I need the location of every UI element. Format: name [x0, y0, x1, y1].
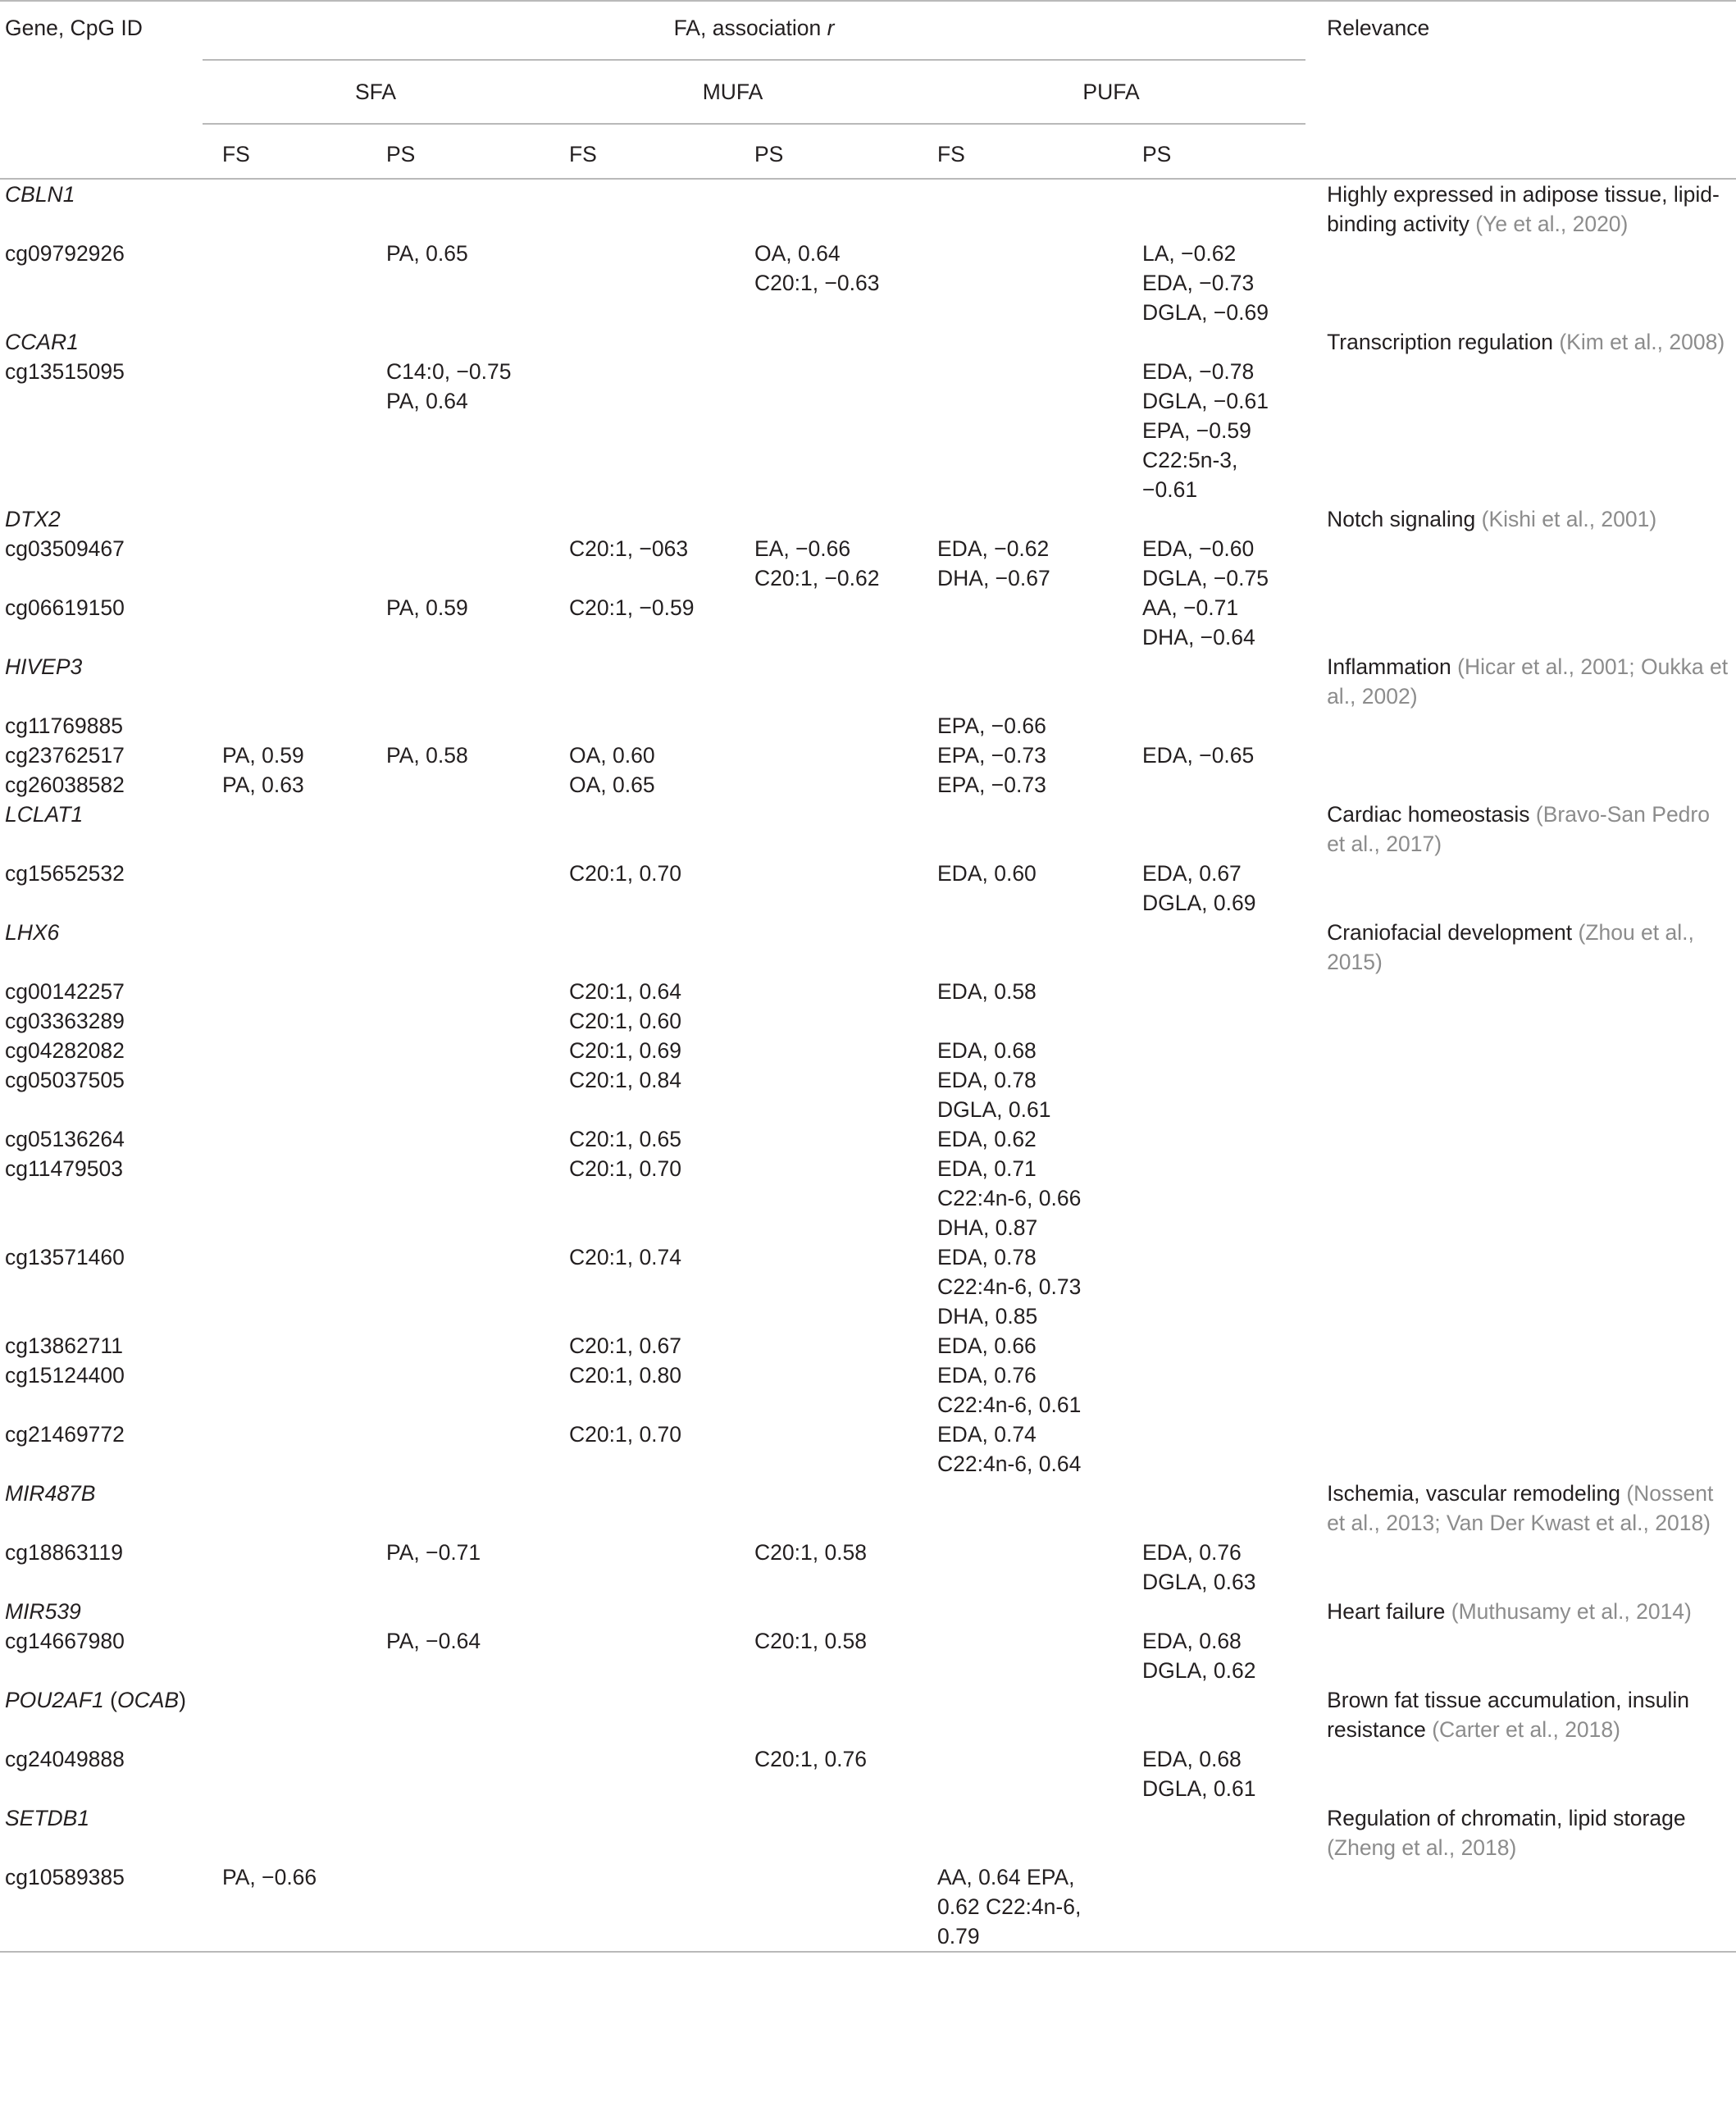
fa-value-mufa-ps: EA, −0.66 C20:1, −0.62	[754, 536, 880, 590]
relevance-cell	[1305, 918, 1736, 977]
citation-link[interactable]: (Nossent et al., 2013; Van Der Kwast et al., 2018)	[1327, 1481, 1714, 1535]
empty-cell	[1305, 357, 1736, 504]
header-fa-association-r: r	[827, 16, 835, 40]
fa-value-sfa-ps	[365, 1154, 549, 1242]
fa-value-pufa-ps: EDA, −0.78 DGLA, −0.61 EPA, −0.59 C22:5n-3, −0.61	[1142, 359, 1269, 502]
gene-row	[0, 652, 1736, 711]
empty-cell	[1305, 1862, 1736, 1952]
fa-value-mufa-ps	[733, 1006, 917, 1036]
fa-value-pufa-ps	[1121, 1862, 1305, 1952]
gene-name: CCAR1	[5, 330, 79, 354]
gene-row	[0, 1803, 1736, 1862]
relevance-text: Craniofacial development	[1327, 920, 1579, 945]
fa-value-mufa-ps	[733, 1420, 917, 1479]
fa-value-mufa-ps	[733, 1154, 917, 1242]
fa-value-pufa-ps	[1121, 1420, 1305, 1479]
gene-row	[0, 1479, 1736, 1538]
header-pufa-fs: FS	[917, 124, 1121, 179]
relevance-cell	[1305, 179, 1736, 239]
gene-row	[0, 504, 1736, 534]
gene-name: SETDB1	[5, 1806, 90, 1830]
gene-name: LCLAT1	[5, 802, 84, 827]
cpg-id-cell: cg11479503	[5, 1156, 123, 1181]
gene-name-cell	[0, 504, 203, 534]
header-relevance: Relevance	[1305, 1, 1736, 179]
cpg-id-cell: cg13515095	[5, 359, 125, 384]
fa-value-sfa-ps	[365, 859, 549, 918]
fa-value-mufa-ps	[733, 1862, 917, 1952]
header-sfa-fs: FS	[203, 124, 365, 179]
fa-value-sfa-fs	[203, 1538, 365, 1597]
fa-value-mufa-ps	[733, 1361, 917, 1420]
fa-value-sfa-fs: PA, 0.63	[222, 773, 304, 797]
fa-value-pufa-ps	[1121, 770, 1305, 800]
fa-value-mufa-fs: OA, 0.60	[569, 743, 655, 768]
fa-value-sfa-ps	[365, 1361, 549, 1420]
fa-value-pufa-ps: AA, −0.71 DHA, −0.64	[1142, 595, 1255, 650]
relevance-cell	[1305, 504, 1736, 534]
fa-value-sfa-ps	[365, 1065, 549, 1124]
fa-value-pufa-fs: AA, 0.64 EPA, 0.62 C22:4n-6, 0.79	[917, 1862, 1121, 1952]
relevance-cell	[1305, 1803, 1736, 1862]
relevance-text: Inflammation	[1327, 654, 1458, 679]
fa-value-mufa-ps: C20:1, 0.58	[754, 1629, 868, 1653]
empty-cell	[1305, 1626, 1736, 1685]
fa-value-mufa-fs: C20:1, 0.70	[569, 1156, 682, 1181]
fa-value-mufa-fs: C20:1, 0.70	[569, 861, 682, 886]
fa-value-mufa-fs: C20:1, −063	[569, 536, 689, 561]
relevance-cell	[1305, 327, 1736, 357]
table-row	[0, 1626, 1736, 1685]
cpg-id-cell: cg13862711	[5, 1333, 123, 1358]
citation-link[interactable]: (Hicar et al., 2001; Oukka et al., 2002)	[1327, 654, 1729, 709]
fa-value-pufa-ps: EDA, −0.60 DGLA, −0.75	[1142, 536, 1269, 590]
gene-name-cell	[0, 1597, 203, 1626]
empty-cell	[365, 1685, 1305, 1744]
empty-cell	[203, 1803, 1305, 1862]
fa-value-sfa-fs	[203, 1361, 365, 1420]
fa-value-sfa-ps: C14:0, −0.75 PA, 0.64	[386, 359, 512, 413]
empty-cell	[1305, 711, 1736, 741]
header-gene-cpg-id: Gene, CpG ID	[0, 1, 203, 179]
cpg-id-cell: cg06619150	[5, 595, 125, 620]
gene-name-cell	[0, 179, 203, 239]
fa-value-pufa-fs	[917, 239, 1121, 327]
header-pufa-ps: PS	[1121, 124, 1305, 179]
gene-name-cell	[0, 1479, 203, 1538]
fa-value-mufa-fs	[549, 711, 733, 741]
fa-value-mufa-fs: C20:1, 0.70	[569, 1422, 682, 1447]
fa-value-pufa-fs: EDA, 0.78 DGLA, 0.61	[937, 1068, 1051, 1122]
cpg-id-cell: cg13571460	[5, 1245, 125, 1269]
header-mufa-ps: PS	[733, 124, 917, 179]
cpg-id-cell: cg03509467	[5, 536, 125, 561]
fa-value-sfa-fs	[203, 1065, 365, 1124]
table-row	[0, 977, 1736, 1006]
gene-row	[0, 918, 1736, 977]
fa-value-pufa-fs: EDA, 0.76 C22:4n-6, 0.61	[937, 1363, 1082, 1417]
fa-value-pufa-ps	[1121, 1006, 1305, 1036]
cpg-id-cell: cg10589385	[0, 1862, 203, 1952]
fa-value-pufa-fs: EDA, 0.62	[937, 1127, 1037, 1151]
fa-value-sfa-fs	[203, 1626, 365, 1685]
fa-value-mufa-fs: C20:1, 0.60	[569, 1009, 682, 1033]
empty-cell	[1305, 1331, 1736, 1361]
fa-value-pufa-fs	[917, 593, 1121, 652]
fa-value-sfa-ps	[365, 1331, 549, 1361]
table-row	[0, 1242, 1736, 1331]
citation-link[interactable]: (Carter et al., 2018)	[1432, 1717, 1620, 1742]
fa-value-pufa-fs: EDA, 0.71 C22:4n-6, 0.66 DHA, 0.87	[937, 1156, 1082, 1240]
table-row	[0, 593, 1736, 652]
relevance-text: Heart failure	[1327, 1599, 1451, 1624]
fa-value-sfa-fs	[203, 711, 365, 741]
cpg-id-cell: cg24049888	[5, 1747, 125, 1771]
gene-name-cell	[0, 327, 203, 357]
relevance-cell	[1305, 652, 1736, 711]
fa-value-sfa-ps: PA, −0.64	[386, 1629, 481, 1653]
fa-value-pufa-ps: EDA, 0.68 DGLA, 0.61	[1142, 1747, 1256, 1801]
table-body	[0, 179, 1736, 1952]
fa-value-sfa-ps	[365, 1124, 549, 1154]
fa-value-sfa-ps	[365, 770, 549, 800]
cpg-id-cell: cg04282082	[5, 1038, 125, 1063]
empty-cell	[1305, 1036, 1736, 1065]
gene-alias-open: (	[103, 1688, 117, 1712]
fa-value-mufa-ps	[733, 593, 917, 652]
cpg-id-cell: cg18863119	[5, 1540, 123, 1565]
fa-value-pufa-ps: EDA, −0.65	[1142, 743, 1255, 768]
gene-name: DTX2	[5, 507, 61, 531]
fa-value-pufa-ps	[1121, 1154, 1305, 1242]
fa-value-mufa-ps	[733, 1036, 917, 1065]
relevance-text: Cardiac homeostasis	[1327, 802, 1536, 827]
fa-value-mufa-fs: OA, 0.65	[569, 773, 655, 797]
fa-value-pufa-fs	[917, 357, 1121, 504]
fa-value-pufa-fs: EDA, −0.62 DHA, −0.67	[937, 536, 1050, 590]
fa-value-mufa-fs: C20:1, 0.67	[569, 1333, 682, 1358]
empty-cell	[203, 327, 1305, 357]
cpg-id-cell: cg00142257	[5, 979, 125, 1004]
fa-value-pufa-fs: EPA, −0.73	[937, 743, 1046, 768]
fa-value-sfa-ps: PA, 0.65	[386, 241, 468, 266]
table-row	[0, 741, 1736, 770]
table-row	[0, 1124, 1736, 1154]
fa-value-mufa-fs	[549, 239, 733, 327]
cpg-id-cell: cg15124400	[5, 1363, 125, 1388]
header-sfa: SFA	[203, 60, 549, 124]
fa-value-pufa-ps	[1121, 1065, 1305, 1124]
relevance-text: Regulation of chromatin, lipid storage	[1327, 1806, 1692, 1830]
fa-value-pufa-ps	[1121, 1331, 1305, 1361]
fa-value-mufa-ps	[733, 741, 917, 770]
fa-value-pufa-ps: EDA, 0.67 DGLA, 0.69	[1142, 861, 1256, 915]
fa-value-sfa-fs	[203, 593, 365, 652]
cpg-id-cell: cg05136264	[5, 1127, 125, 1151]
cpg-id-cell: cg11769885	[5, 713, 123, 738]
table-row	[0, 1361, 1736, 1420]
empty-cell	[203, 1597, 1305, 1626]
fa-value-sfa-ps	[365, 1862, 549, 1952]
fa-value-sfa-fs	[203, 357, 365, 504]
fa-value-pufa-fs	[917, 1626, 1121, 1685]
empty-cell	[1305, 1124, 1736, 1154]
fa-value-sfa-ps	[365, 1744, 549, 1803]
empty-cell	[1305, 1006, 1736, 1036]
fa-value-mufa-ps	[733, 859, 917, 918]
fa-value-pufa-fs: EDA, 0.66	[937, 1333, 1037, 1358]
fa-value-pufa-ps	[1121, 1242, 1305, 1331]
empty-cell	[1305, 1538, 1736, 1597]
fa-value-sfa-ps	[365, 534, 549, 593]
fa-value-mufa-fs: C20:1, 0.65	[569, 1127, 682, 1151]
fa-value-sfa-fs	[203, 1242, 365, 1331]
header-sfa-ps: PS	[365, 124, 549, 179]
fa-value-pufa-fs: EDA, 0.58	[937, 979, 1037, 1004]
fa-value-mufa-fs	[549, 1626, 733, 1685]
relevance-cell	[1305, 1685, 1736, 1744]
fa-value-sfa-ps	[365, 1420, 549, 1479]
table-row	[0, 1420, 1736, 1479]
fa-value-sfa-fs	[203, 977, 365, 1006]
fa-value-mufa-fs: C20:1, 0.69	[569, 1038, 682, 1063]
fa-value-pufa-ps	[1121, 1361, 1305, 1420]
relevance-text: Ischemia, vascular remodeling	[1327, 1481, 1627, 1506]
cpg-id-cell: cg15652532	[5, 861, 125, 886]
gene-row	[0, 1597, 1736, 1626]
empty-cell	[203, 1479, 1305, 1538]
fa-value-pufa-ps	[1121, 711, 1305, 741]
empty-cell	[1305, 977, 1736, 1006]
fa-value-sfa-fs: PA, −0.66	[203, 1862, 365, 1952]
fa-value-pufa-fs: EDA, 0.68	[937, 1038, 1037, 1063]
gene-name-cell	[0, 1685, 365, 1744]
table-row	[0, 1862, 1736, 1952]
header-pufa: PUFA	[917, 60, 1305, 124]
gene-name-cell	[0, 800, 203, 859]
table-row	[0, 1538, 1736, 1597]
fa-value-mufa-fs	[549, 1744, 733, 1803]
empty-cell	[1305, 1420, 1736, 1479]
relevance-text: Transcription regulation	[1327, 330, 1560, 354]
gene-alias: OCAB	[116, 1688, 180, 1712]
fa-value-sfa-fs	[203, 859, 365, 918]
header-fa-association-label: FA, association	[673, 16, 827, 40]
fa-value-mufa-ps	[733, 770, 917, 800]
fa-value-mufa-ps	[733, 1331, 917, 1361]
gene-name: LHX6	[5, 920, 60, 945]
table-row	[0, 1331, 1736, 1361]
cpg-id-cell: cg03363289	[5, 1009, 125, 1033]
fa-value-pufa-fs	[917, 1744, 1121, 1803]
relevance-text: Brown fat tissue accumulation, insulin resistance	[1327, 1688, 1696, 1742]
table-row	[0, 1006, 1736, 1036]
header-fa-association	[203, 1, 1305, 60]
empty-cell	[1305, 1065, 1736, 1124]
fa-value-sfa-fs	[203, 1124, 365, 1154]
gene-row	[0, 179, 1736, 239]
gene-name: MIR487B	[5, 1481, 96, 1506]
fa-value-pufa-ps: EDA, 0.76 DGLA, 0.63	[1142, 1540, 1256, 1594]
fa-value-sfa-ps	[365, 711, 549, 741]
gene-name-cell	[0, 652, 203, 711]
relevance-cell	[1305, 1479, 1736, 1538]
gene-alias-close: )	[179, 1688, 186, 1712]
fa-value-sfa-fs: PA, 0.59	[222, 743, 304, 768]
fa-value-mufa-fs: C20:1, 0.84	[569, 1068, 682, 1092]
fa-value-mufa-ps: C20:1, 0.76	[754, 1747, 868, 1771]
fa-value-mufa-ps	[733, 1124, 917, 1154]
gene-name: HIVEP3	[5, 654, 83, 679]
fa-value-mufa-fs	[549, 357, 733, 504]
citation-link[interactable]: (Kishi et al., 2001)	[1481, 507, 1657, 531]
fa-value-pufa-fs: EPA, −0.66	[937, 713, 1046, 738]
empty-cell	[1305, 1361, 1736, 1420]
fa-value-pufa-fs: EDA, 0.74 C22:4n-6, 0.64	[937, 1422, 1082, 1476]
citation-link[interactable]: (Muthusamy et al., 2014)	[1451, 1599, 1692, 1624]
empty-cell	[203, 179, 1305, 239]
empty-cell	[203, 652, 1305, 711]
citation-link[interactable]: (Kim et al., 2008)	[1559, 330, 1725, 354]
fa-value-sfa-fs	[203, 1036, 365, 1065]
empty-cell	[1305, 534, 1736, 593]
fa-value-pufa-fs: EPA, −0.73	[937, 773, 1046, 797]
table-row	[0, 711, 1736, 741]
fa-value-mufa-ps: C20:1, 0.58	[754, 1540, 868, 1565]
empty-cell	[1305, 859, 1736, 918]
citation-link[interactable]: (Ye et al., 2020)	[1475, 212, 1629, 236]
fa-value-sfa-fs	[203, 1006, 365, 1036]
fa-value-pufa-fs: EDA, 0.60	[937, 861, 1037, 886]
cpg-id-cell: cg23762517	[5, 743, 125, 768]
fa-value-sfa-fs	[203, 534, 365, 593]
relevance-cell	[1305, 800, 1736, 859]
empty-cell	[1305, 741, 1736, 770]
gene-name: MIR539	[5, 1599, 81, 1624]
fa-value-sfa-ps: PA, 0.59	[386, 595, 468, 620]
fa-value-mufa-fs: C20:1, 0.64	[569, 979, 682, 1004]
table-row	[0, 1065, 1736, 1124]
fa-value-mufa-ps: OA, 0.64 C20:1, −0.63	[754, 241, 880, 295]
table-row	[0, 1154, 1736, 1242]
empty-cell	[1305, 770, 1736, 800]
gene-name: CBLN1	[5, 182, 75, 207]
fa-value-pufa-ps: EDA, 0.68 DGLA, 0.62	[1142, 1629, 1256, 1683]
fa-value-sfa-ps: PA, 0.58	[386, 743, 468, 768]
table-row	[0, 770, 1736, 800]
fa-value-pufa-fs	[917, 1006, 1121, 1036]
relevance-text: Notch signaling	[1327, 507, 1482, 531]
fa-value-mufa-ps	[733, 357, 917, 504]
fa-value-pufa-ps	[1121, 1124, 1305, 1154]
table-row	[0, 1744, 1736, 1803]
empty-cell	[1305, 239, 1736, 327]
gene-name-cell	[0, 1803, 203, 1862]
gene-row	[0, 327, 1736, 357]
fa-value-mufa-fs: C20:1, 0.80	[569, 1363, 682, 1388]
fa-value-sfa-ps: PA, −0.71	[386, 1540, 481, 1565]
gene-row	[0, 800, 1736, 859]
table-row	[0, 357, 1736, 504]
cpg-id-cell: cg05037505	[5, 1068, 125, 1092]
fa-value-mufa-fs	[549, 1862, 733, 1952]
citation-link[interactable]: (Zheng et al., 2018)	[1327, 1835, 1517, 1860]
fa-value-pufa-fs: EDA, 0.78 C22:4n-6, 0.73 DHA, 0.85	[937, 1245, 1082, 1329]
relevance-text: Highly expressed in adipose tissue, lipid-binding activity	[1327, 182, 1720, 236]
table-row	[0, 239, 1736, 327]
empty-cell	[203, 918, 1305, 977]
fa-value-mufa-fs	[549, 1538, 733, 1597]
empty-cell	[1305, 1242, 1736, 1331]
gene-row	[0, 1685, 1736, 1744]
cpg-id-cell: cg14667980	[5, 1629, 125, 1653]
fa-value-sfa-ps	[365, 1242, 549, 1331]
header-mufa-fs: FS	[549, 124, 733, 179]
fa-value-pufa-fs	[917, 1538, 1121, 1597]
fa-value-sfa-fs	[203, 239, 365, 327]
gene-name-cell	[0, 918, 203, 977]
empty-cell	[1305, 1154, 1736, 1242]
table-row	[0, 534, 1736, 593]
fa-value-mufa-ps	[733, 977, 917, 1006]
gene-name: POU2AF1	[5, 1688, 104, 1712]
citation-link[interactable]: (Zhou et al., 2015)	[1327, 920, 1694, 974]
fa-value-sfa-fs	[203, 1420, 365, 1479]
fa-value-mufa-fs: C20:1, −0.59	[569, 595, 695, 620]
fa-value-sfa-fs	[203, 1154, 365, 1242]
fa-value-pufa-ps	[1121, 977, 1305, 1006]
citation-link[interactable]: (Bravo-San Pedro et al., 2017)	[1327, 802, 1710, 856]
fa-value-sfa-fs	[203, 1744, 365, 1803]
empty-cell	[203, 504, 1305, 534]
fa-value-sfa-ps	[365, 977, 549, 1006]
empty-cell	[1305, 1744, 1736, 1803]
fa-value-sfa-ps	[365, 1006, 549, 1036]
table-row	[0, 1036, 1736, 1065]
fa-value-mufa-ps	[733, 1242, 917, 1331]
fa-value-sfa-fs	[203, 1331, 365, 1361]
relevance-cell	[1305, 1597, 1736, 1626]
fa-value-mufa-fs: C20:1, 0.74	[569, 1245, 682, 1269]
fa-value-sfa-ps	[365, 1036, 549, 1065]
fa-value-pufa-ps: LA, −0.62 EDA, −0.73 DGLA, −0.69	[1142, 241, 1269, 325]
fa-value-mufa-ps	[733, 1065, 917, 1124]
fa-value-mufa-ps	[733, 711, 917, 741]
fa-value-pufa-ps	[1121, 1036, 1305, 1065]
cpg-id-cell: cg26038582	[5, 773, 125, 797]
cpg-id-cell: cg21469772	[5, 1422, 125, 1447]
header-mufa: MUFA	[549, 60, 917, 124]
cpg-id-cell: cg09792926	[5, 241, 125, 266]
empty-cell	[1305, 593, 1736, 652]
empty-cell	[203, 800, 1305, 859]
table-row	[0, 859, 1736, 918]
